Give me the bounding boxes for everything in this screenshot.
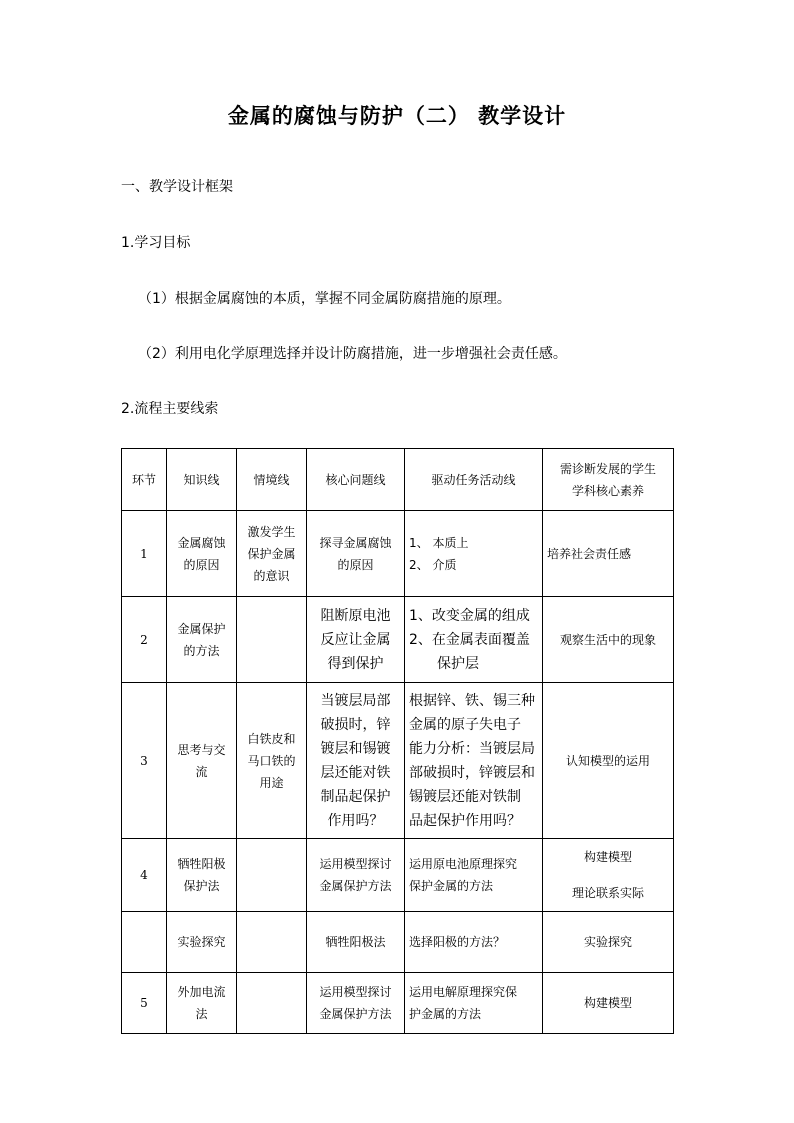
cell-text-line: 流: [195, 764, 208, 779]
cell-text-line: 锡镀层还能对铁制: [409, 788, 521, 805]
cell-text-line: 的意识: [253, 568, 290, 583]
goal-2: （2）利用电化学原理选择并设计防腐措施，进一步增强社会责任感。: [138, 346, 567, 362]
situation-cell: [237, 912, 307, 973]
literacy-cell: [543, 597, 674, 683]
cell-text-line: 选择阳极的方法？: [409, 935, 506, 949]
cell-text-line: 牺牲阳极法: [325, 935, 386, 949]
cell-text-line: 当镀层局部: [320, 692, 391, 709]
cell-text-line: 法: [195, 1007, 208, 1021]
cell-text-line: 马口铁的: [247, 753, 296, 768]
cell-text-line: 护金属的方法: [409, 1007, 482, 1021]
knowledge-cell: [167, 839, 237, 912]
cell-text-line: 构建模型: [583, 996, 632, 1010]
cell-text-line: 实验探究: [177, 935, 226, 949]
task-cell: [405, 511, 543, 597]
cell-text-line: 运用模型探讨: [319, 857, 392, 871]
cell-text-line: 金属腐蚀: [177, 535, 226, 550]
table-row: [122, 597, 674, 683]
stage-number: 5: [122, 973, 167, 1034]
cell-text-line: 保护金属的方法: [409, 879, 494, 893]
literacy-cell: [543, 683, 674, 839]
question-cell: [307, 511, 405, 597]
header-knowledge: 知识线: [167, 449, 237, 511]
stage-number: 4: [122, 839, 167, 912]
question-cell: [307, 683, 405, 839]
cell-text-line: 金属保护方法: [319, 879, 392, 893]
cell-text-line: 部破损时，锌镀层和: [409, 764, 535, 781]
cell-text-line: 培养社会责任感: [547, 546, 632, 561]
literacy-cell: [543, 912, 674, 973]
process-table: [121, 448, 674, 1034]
table-row: [122, 973, 674, 1034]
header-literacy: 需诊断发展的学生学科核心素养: [543, 449, 674, 511]
table-row: [122, 511, 674, 597]
header-situation: 情境线: [237, 449, 307, 511]
cell-text-line: 的原因: [337, 557, 374, 572]
section-heading: 一、教学设计框架: [121, 179, 233, 195]
literacy-cell: [543, 973, 674, 1034]
literacy-cell: [543, 839, 674, 912]
cell-text-line: 1、 本质上: [409, 535, 469, 550]
subsection-process-clues: 2.流程主要线索: [121, 401, 219, 417]
task-cell: [405, 839, 543, 912]
cell-text-line: 探寻金属腐蚀: [319, 535, 392, 550]
cell-text-line: 的原因: [183, 557, 220, 572]
cell-text-line: 1、改变金属的组成: [409, 607, 530, 624]
header-core-question: 核心问题线: [307, 449, 405, 511]
situation-cell: [237, 597, 307, 683]
cell-text-line: 镀层和锡镀: [320, 740, 391, 757]
knowledge-cell: [167, 912, 237, 973]
cell-text-line: 构建模型: [583, 850, 632, 864]
cell-text-line: 2、在金属表面覆盖: [409, 631, 530, 648]
task-cell: [405, 912, 543, 973]
cell-text-line: 制品起保护: [320, 788, 391, 805]
cell-text-line: 金属保护: [177, 621, 226, 636]
header-stage: 环节: [122, 449, 167, 511]
situation-cell: [237, 973, 307, 1034]
cell-text-line: 保护法: [183, 879, 220, 893]
cell-text-line: 2、 介质: [409, 557, 457, 572]
question-cell: [307, 839, 405, 912]
task-cell: [405, 683, 543, 839]
cell-text-line: 品起保护作用吗？: [409, 812, 521, 829]
table-row: [122, 912, 674, 973]
task-cell: [405, 597, 543, 683]
situation-cell: [237, 839, 307, 912]
cell-text-line: 金属的原子失电子: [409, 716, 521, 733]
cell-text-line: 破损时，锌: [320, 716, 391, 733]
question-cell: [307, 973, 405, 1034]
question-cell: [307, 912, 405, 973]
knowledge-cell: [167, 973, 237, 1034]
stage-number: [122, 912, 167, 973]
cell-text-line: 理论联系实际: [571, 886, 644, 900]
cell-text-line: 保护金属: [247, 546, 296, 561]
cell-text-line: 层还能对铁: [320, 764, 391, 781]
table-header-row: [122, 449, 674, 511]
cell-text-line: 运用模型探讨: [319, 985, 392, 999]
cell-text-line: 外加电流: [177, 985, 226, 999]
subsection-learning-goals: 1.学习目标: [121, 235, 191, 251]
literacy-cell: [543, 511, 674, 597]
cell-text-line: 激发学生: [247, 524, 296, 539]
cell-text-line: 的方法: [183, 643, 220, 658]
stage-number: 2: [122, 597, 167, 683]
stage-number: 1: [122, 511, 167, 597]
stage-number: 3: [122, 683, 167, 839]
page-title: 金属的腐蚀与防护（二） 教学设计: [227, 104, 567, 128]
cell-text-line: 实验探究: [583, 935, 632, 949]
cell-text-line: 阻断原电池: [320, 607, 391, 624]
knowledge-cell: [167, 511, 237, 597]
cell-text-line: 根据锌、铁、锡三种: [409, 692, 535, 709]
header-driving-task: 驱动任务活动线: [405, 449, 543, 511]
cell-text-line: 观察生活中的现象: [559, 632, 656, 647]
table-row: [122, 683, 674, 839]
knowledge-cell: [167, 683, 237, 839]
goal-1: （1）根据金属腐蚀的本质，掌握不同金属防腐措施的原理。: [138, 291, 511, 307]
cell-text-line: 牺牲阳极: [177, 857, 226, 871]
cell-text-line: 保护层: [409, 655, 479, 672]
cell-text-line: 运用电解原理探究保: [409, 985, 518, 999]
situation-cell: [237, 511, 307, 597]
knowledge-cell: [167, 597, 237, 683]
cell-text-line: 能力分析：当镀层局: [409, 740, 535, 757]
cell-text-line: 认知模型的运用: [565, 753, 650, 768]
cell-text-line: 得到保护: [327, 655, 384, 672]
cell-text-line: 用途: [259, 775, 284, 790]
cell-text-line: 反应让金属: [320, 631, 391, 648]
question-cell: [307, 597, 405, 683]
situation-cell: [237, 683, 307, 839]
cell-text-line: 思考与交: [177, 742, 226, 757]
cell-text-line: 运用原电池原理探究: [409, 857, 518, 871]
task-cell: [405, 973, 543, 1034]
table-row: [122, 839, 674, 912]
cell-text-line: 金属保护方法: [319, 1007, 392, 1021]
cell-text-line: 白铁皮和: [247, 731, 296, 746]
cell-text-line: 作用吗？: [327, 812, 384, 829]
